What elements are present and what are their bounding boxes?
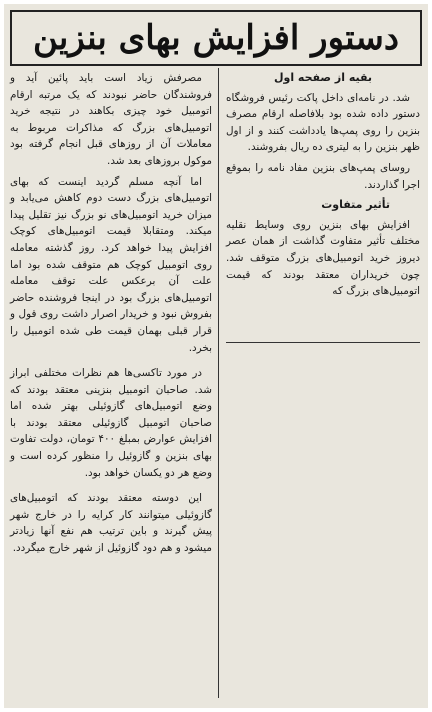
column-divider	[218, 68, 219, 698]
left-column	[10, 70, 212, 561]
headline: دستور افزایش بهای بنزین	[32, 18, 400, 58]
article-paragraph: روسای پمپ‌های بنزین مفاد نامه را بموقع اجرا گذاردند.	[226, 161, 420, 191]
article-paragraph: این دوسته معتقد بودند که اتومبیل‌های گازوئیلی میتوانند کار کرایه را در خارج شهر پیش گیرند و باین ترتیب هم نفع آنها زیادتر میشود و هم دود گازوئیل از شهر خارج میگردد.	[10, 492, 212, 555]
article-paragraph: اما آنچه مسلم گردید اینست که بهای اتومبیل‌های بزرگ دست دوم کاهش می‌یابد و میزان خرید اتومبیل‌های نو بزرگ نیز تقلیل پیدا میکند. ومتقابلا قیمت اتومبیل‌های کوچک افزایش پیدا خواهد کرد. روز گذشته معامله روی اتومبیل کوچک هم متوقف شده بود اما علت آن برعکس علت توقف معامله اتومبیل‌های بزرگ بود در اینجا فروشنده حاضر بفروش نبود و خریدار اصرار داشت روی قول و قرار قبلی بهمان قیمت طی شده اتومبیل را بخرد.	[10, 175, 212, 354]
article-paragraph: در مورد تاکسی‌ها هم نظرات مختلفی ابراز شد. صاحبان اتومبیل بنزینی معتقد بودند که وضع اتومبیل‌های گازوئیلی بهتر شده اما صاحبان اتومبیل گازوئیلی معتقد بودند با افزایش عوارض بمبلغ ۴۰۰ تومان، دولت تفاوت بهای بنزین و گازوئیل را منظور کرده است و وضع هر دو یکسان خواهد بود.	[10, 367, 213, 479]
right-column	[226, 70, 420, 304]
article-paragraph: افزایش بهای بنزین روی وسایط نقلیه مختلف تأثیر متفاوت گذاشت از همان عصر دیروز خرید اتومبیل‌های بزرگ متوقف شد. چون خریداران معتقد بودند که قیمت اتومبیل‌های بزرگ که	[226, 218, 420, 298]
subheading: تأثیر متفاوت	[321, 198, 390, 212]
article-paragraph: مصرفش زیاد است باید پائین آید و فروشندگان حاضر نبودند که یک مرتبه ارقام اتومبیل خود چیزی بکاهند در نتیجه خرید اتومبیل‌های بزرگ که مذاکرات مربوط به معاملات آن از روزهای قبل انجام گرفته بود موکول بروزهای بعد شد.	[10, 72, 212, 167]
article-paragraph: شد. در نامه‌ای داخل پاکت رئیس فروشگاه دستور داده شده بود بلافاصله ارقام مصرف بنزین را روی پمپ‌ها یادداشت کنند و از اول ظهر بنزین را به لیتری ده ریال بفروشند.	[226, 91, 420, 154]
continuation-note: بقیه از صفحه اول	[273, 71, 373, 84]
column-end-rule	[226, 342, 420, 343]
newspaper-clipping	[4, 4, 428, 708]
headline-box	[10, 10, 422, 66]
